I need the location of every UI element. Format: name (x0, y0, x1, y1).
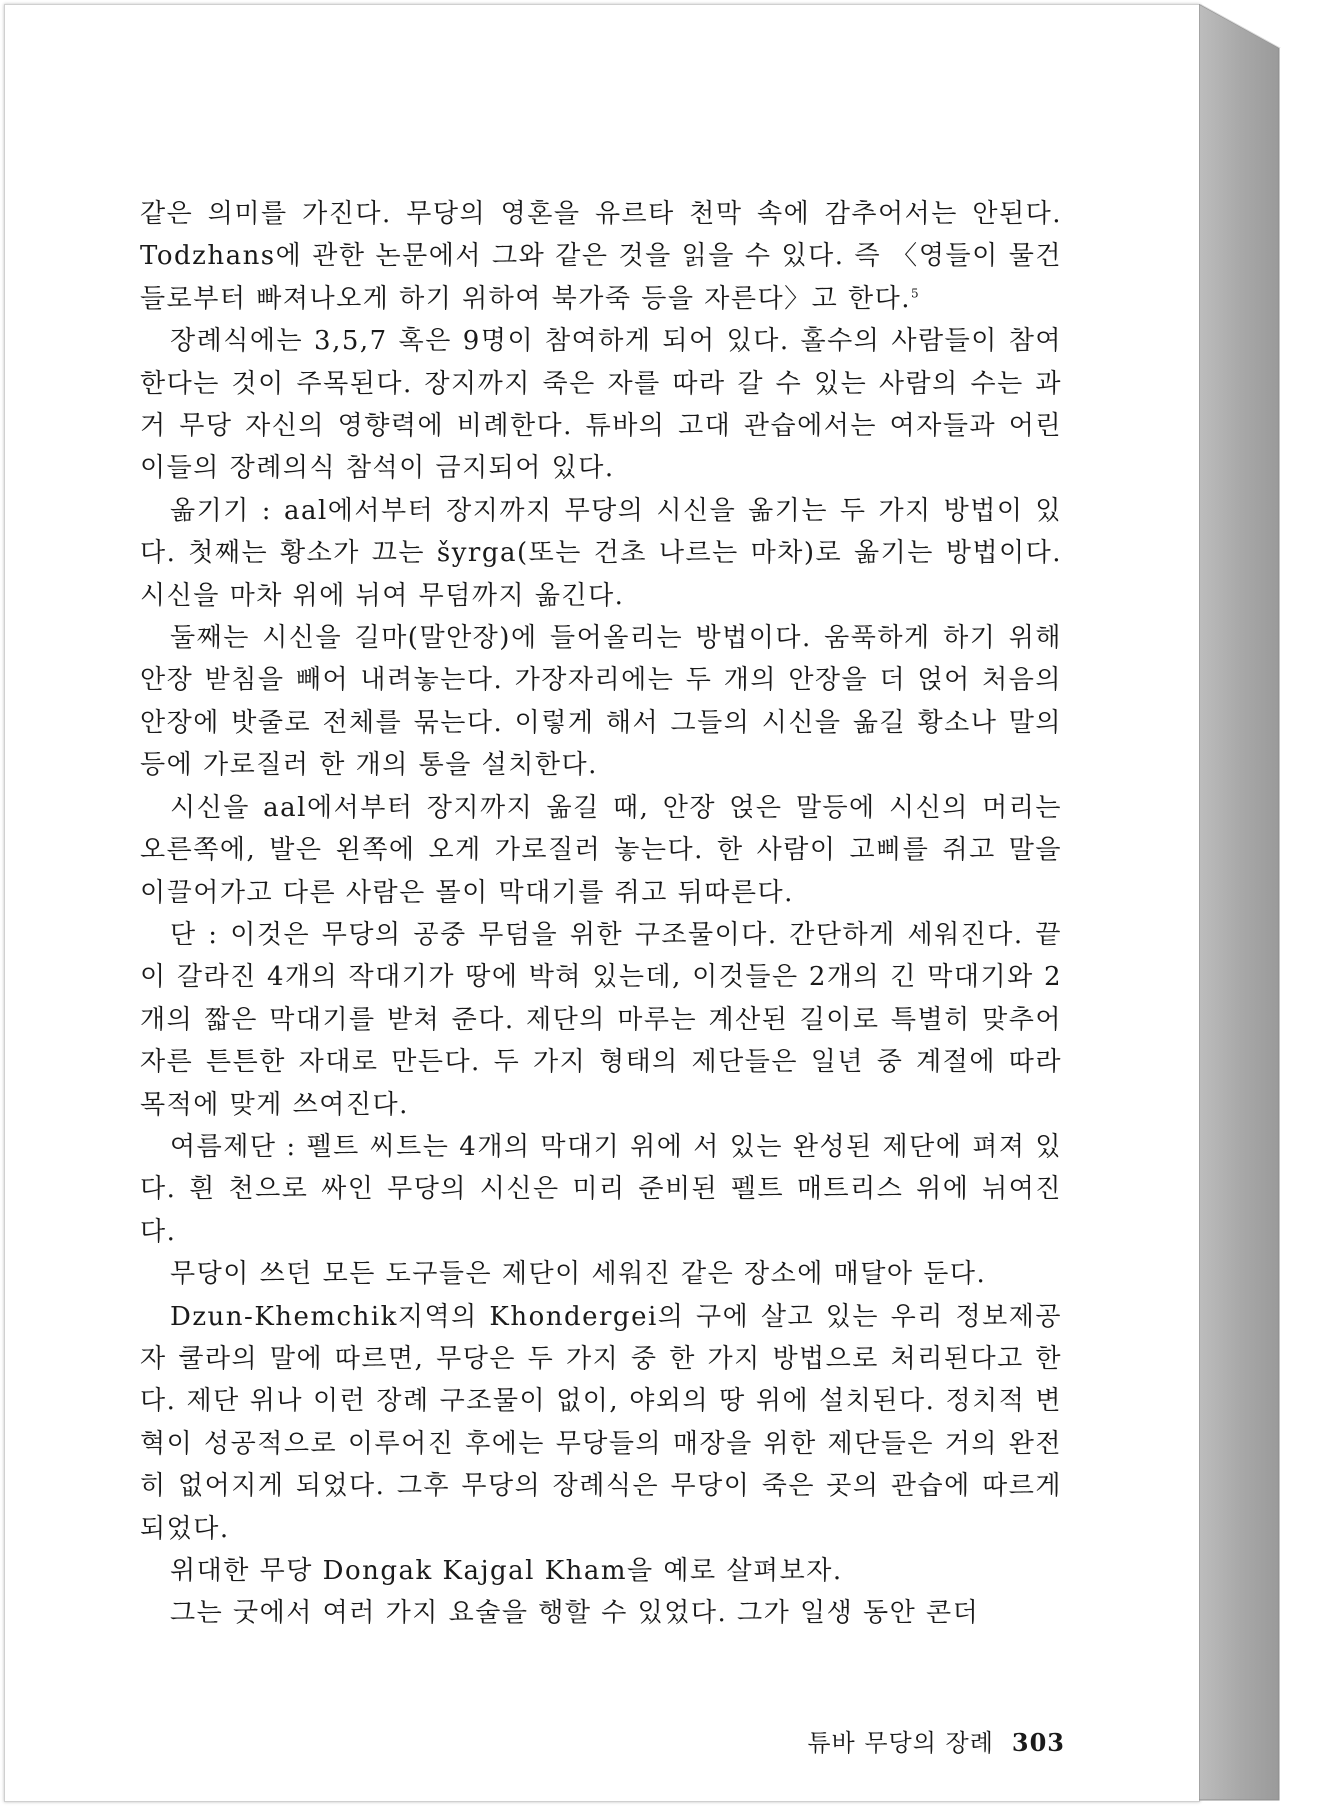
page-footer (775, 1723, 1065, 1758)
paragraph: 여름제단 : 펠트 씨트는 4개의 막대기 위에 서 있는 완성된 제단에 펴져 있다. 흰 천으로 싸인 무당의 시신은 미리 준비된 펠트 매트리스 위에 뉘여진다. (140, 1131, 1062, 1247)
paragraph: Dzun-Khemchik지역의 Khondergei의 구에 살고 있는 우리 정보제공자 쿨라의 말에 따르면, 무당은 두 가지 중 한 가지 방법으로 처리된다고 한다. 제단 위나 이런 장례 구조물이 없이, 야외의 땅 위에 설치된다. 정치적 변혁이 성공적으로 이루어진 후에는 무당들의 매장을 위한 제단들은 거의 완전히 없어지게 되었다. 그후 무당의 장례식은 무당이 죽은 곳의 관습에 따르게 되었다. (140, 1301, 1062, 1544)
page-number: 303 (1011, 1728, 1065, 1757)
paragraph-text: 같은 의미를 가진다. 무당의 영혼을 유르타 천막 속에 감추어서는 안된다. Todzhans에 관한 논문에서 그와 같은 것을 읽을 수 있다. 즉 〈영들이 물건들로부터 빠져나오게 하기 위하여 북가죽 등을 자른다〉고 한다. (140, 199, 1062, 314)
book-edge-shape (1199, 4, 1330, 1804)
paragraph: 단 : 이것은 무당의 공중 무덤을 위한 구조물이다. 간단하게 세워진다. 끝이 갈라진 4개의 작대기가 땅에 박혀 있는데, 이것들은 2개의 긴 막대기와 2개의 짧은 막대기를 받쳐 준다. 제단의 마루는 계산된 길이로 특별히 맞추어 자른 튼튼한 자대로 만든다. 두 가지 형태의 제단들은 일년 중 계절에 따라 목적에 맞게 쓰여진다. (140, 919, 1062, 1120)
paragraph (140, 193, 1062, 320)
running-title: 튜바 무당의 장례 (807, 1729, 994, 1757)
paragraph: 시신을 aal에서부터 장지까지 옮길 때, 안장 얹은 말등에 시신의 머리는 오른쪽에, 발은 왼쪽에 오게 가로질러 놓는다. 한 사람이 고삐를 쥐고 말을 이끌어가고 다른 사람은 몰이 막대기를 쥐고 뒤따른다. (140, 792, 1062, 908)
paragraph: 그는 굿에서 여러 가지 요술을 행할 수 있었다. 그가 일생 동안 콘더 (170, 1598, 980, 1629)
footnote-marker: 5 (911, 286, 921, 301)
paragraph: 위대한 무당 Dongak Kajgal Kham을 예로 살펴보자. (170, 1556, 843, 1586)
body-text (140, 193, 1062, 1635)
paragraph: 옮기기 : aal에서부터 장지까지 무당의 시신을 옮기는 두 가지 방법이 있다. 첫째는 황소가 끄는 šyrga(또는 건초 나르는 마차)로 옮기는 방법이다. 시신을 마차 위에 뉘여 무덤까지 옮긴다. (140, 495, 1062, 611)
paragraph: 무당이 쓰던 모든 도구들은 제단이 세워진 같은 장소에 매달아 둔다. (170, 1259, 987, 1290)
book-page (4, 4, 1200, 1802)
paragraph: 장례식에는 3,5,7 혹은 9명이 참여하게 되어 있다. 홀수의 사람들이 참여한다는 것이 주목된다. 장지까지 죽은 자를 따라 갈 수 있는 사람의 수는 과거 무당 자신의 영향력에 비례한다. 튜바의 고대 관습에서는 여자들과 어린이들의 장례의식 참석이 금지되어 있다. (140, 326, 1062, 484)
paragraph: 둘째는 시신을 길마(말안장)에 들어올리는 방법이다. 움푹하게 하기 위해 안장 받침을 빼어 내려놓는다. 가장자리에는 두 개의 안장을 더 얹어 처음의 안장에 밧줄로 전체를 묶는다. 이렇게 해서 그들의 시신을 옮길 황소나 말의 등에 가로질러 한 개의 통을 설치한다. (140, 623, 1062, 781)
